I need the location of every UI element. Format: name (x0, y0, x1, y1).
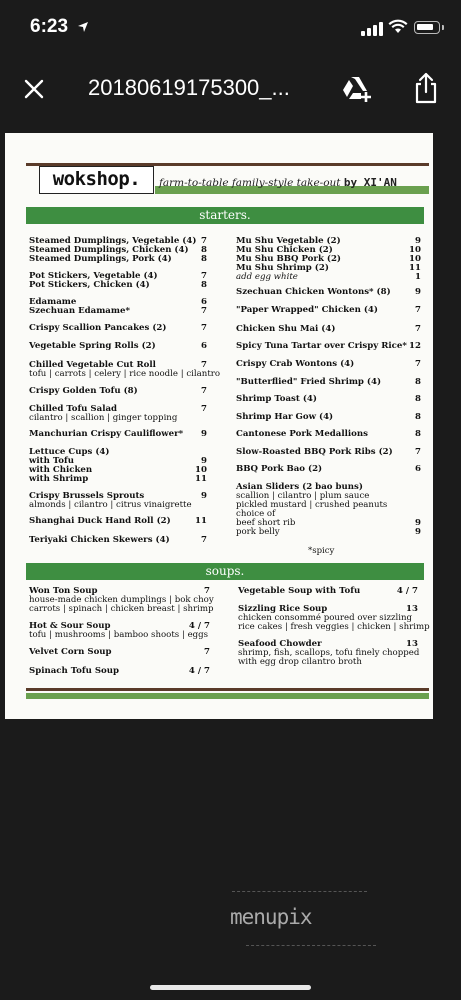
menu-item (29, 361, 220, 379)
section-starters-header: starters. (26, 207, 424, 224)
menu-item-price: 9 10 11 (195, 456, 207, 484)
menu-item (29, 587, 214, 614)
menu-item-price: 6 (201, 341, 207, 351)
section-soups-header: soups. (26, 563, 424, 580)
stripe-brown-bottom (26, 688, 429, 691)
menu-item (238, 586, 418, 596)
menu-item-price: 9 (415, 287, 421, 297)
menu-item-price: 8 (415, 394, 421, 404)
menu-item-description: tofu | mushrooms | bamboo shoots | eggs (29, 630, 209, 640)
menu-item-name: Lettuce Cups (4) with Tofu with Chicken with Shrimp (29, 447, 110, 484)
menu-item-name: Velvet Corn Soup (29, 647, 112, 657)
menu-item-name: Cantonese Pork Medallions (236, 429, 368, 439)
menu-item-name: Steamed Dumplings, Vegetable (4) Steamed Dumplings, Chicken (4) Steamed Dumplings, Pork (4) (29, 236, 197, 264)
menu-item-name: Crispy Golden Tofu (8) (29, 386, 138, 396)
menu-item-description: cilantro | scallion | ginger topping (29, 413, 178, 423)
menu-item-name: Shanghai Duck Hand Roll (2) (29, 516, 171, 526)
menu-item (236, 482, 421, 537)
viewer-toolbar (0, 56, 461, 122)
menu-item-description: house-made chicken dumplings | bok choy carrots | spinach | chicken breast | shrimp (29, 595, 214, 614)
menu-item-name: Spicy Tuna Tartar over Crispy Rice* (236, 341, 407, 351)
menu-item-price: 4 / 7 (188, 666, 210, 676)
menu-item (29, 516, 207, 526)
menu-item-price: 7 (415, 447, 421, 457)
menu-item-name: "Butterflied" Fried Shrimp (4) (236, 377, 382, 387)
menu-item-price: 7 (201, 323, 207, 333)
menu-item (238, 640, 419, 667)
menu-item (236, 236, 421, 282)
menu-item-description: add egg white (236, 272, 298, 282)
menu-item-name: Mu Shu Vegetable (2) Mu Shu Chicken (2) Mu Shu BBQ Pork (2) Mu Shu Shrimp (2) (236, 236, 342, 273)
close-icon[interactable] (22, 77, 46, 101)
menu-item-price: 9 (201, 491, 207, 501)
menu-item-name: Slow-Roasted BBQ Pork Ribs (2) (236, 447, 393, 457)
menu-item (29, 535, 207, 545)
menu-item-price: 4 / 7 (396, 586, 418, 596)
status-bar (0, 0, 461, 56)
menu-item-name: Vegetable Soup with Tofu (238, 586, 361, 596)
menu-item (29, 236, 207, 264)
menu-item-price: 9 (201, 429, 207, 439)
watermark-dash (232, 891, 367, 892)
menu-item-description: almonds | cilantro | citrus vinaigrette (29, 500, 192, 510)
menu-item-price: 4 / 7 (188, 621, 210, 631)
menu-item-price: 7 (201, 386, 207, 396)
menu-item-name: Asian Sliders (2 bao buns) (236, 482, 363, 492)
menu-item-name: Manchurian Crispy Cauliflower* (29, 429, 184, 439)
menu-item-price: 7 (201, 360, 207, 370)
menu-item-price: 7 (415, 359, 421, 369)
menu-item-price: 9 9 (415, 518, 421, 537)
menu-item-name: Spinach Tofu Soup (29, 666, 120, 676)
drive-add-icon[interactable] (342, 75, 372, 103)
menu-item-price: 7 (204, 586, 210, 596)
wifi-icon (388, 18, 408, 36)
menu-item-name: Hot & Sour Soup (29, 621, 111, 631)
cellular-signal-icon (361, 22, 383, 36)
menu-item (236, 464, 421, 474)
menu-item-description: scallion | cilantro | plum sauce pickled mustard | crushed peanuts choice of beef short rib pork belly (236, 491, 388, 537)
menu-item-price: 7 8 (201, 271, 207, 290)
file-name: 20180619175300_... (88, 75, 290, 100)
menu-item (236, 324, 421, 334)
menu-item (236, 394, 421, 404)
menu-item-name: Chicken Shu Mai (4) (236, 324, 336, 334)
menu-item-name: Edamame Szechuan Edamame* (29, 297, 130, 316)
menu-item-price: 7 (201, 404, 207, 414)
menu-item (236, 287, 421, 297)
spicy-note: *spicy (308, 546, 335, 556)
menu-item-price: 11 (195, 516, 207, 526)
menu-item-price: 12 (409, 341, 421, 351)
location-arrow-icon (77, 20, 89, 36)
menu-item (29, 297, 207, 316)
menu-item-name: Pot Stickers, Vegetable (4) Pot Stickers, Chicken (4) (29, 271, 158, 290)
menu-item-name: Seafood Chowder (238, 639, 322, 649)
menu-item-price: 8 (415, 412, 421, 422)
menu-document (5, 133, 433, 719)
menu-item (29, 666, 210, 676)
stripe-green-bottom (26, 693, 429, 699)
menu-item-price: 8 (415, 429, 421, 439)
menu-item (236, 305, 421, 315)
menu-item (236, 341, 421, 351)
logo: wokshop. (39, 166, 154, 194)
menu-item-price: 7 (204, 647, 210, 657)
menu-item-price: 9 10 10 11 1 (409, 236, 421, 282)
menu-item (29, 647, 210, 657)
menu-item (238, 605, 430, 632)
menu-item-price: 7 (201, 535, 207, 545)
menu-item-price: 8 (415, 377, 421, 387)
menu-item-name: Szechuan Chicken Wontons* (8) (236, 287, 391, 297)
menu-item (29, 341, 207, 351)
menu-item (29, 622, 208, 640)
menu-item-name: Crispy Brussels Sprouts (29, 491, 145, 501)
menu-item (236, 429, 421, 439)
menu-item (29, 491, 207, 510)
menu-item-description: chicken consommé poured over sizzling rice cakes | fresh veggies | chicken | shrimp (238, 613, 430, 632)
battery-icon (414, 21, 440, 34)
menu-item (236, 377, 421, 387)
menu-item (236, 359, 421, 369)
menu-item-name: Sizzling Rice Soup (238, 604, 328, 614)
menu-item (29, 271, 207, 290)
tagline-by: by XI'AN (343, 176, 397, 189)
menu-item (29, 386, 207, 396)
watermark: menupix (230, 905, 312, 929)
menu-item-price: 13 (406, 604, 418, 614)
menu-item (29, 404, 207, 423)
share-icon[interactable] (412, 72, 440, 104)
menu-item-name: Shrimp Toast (4) (236, 394, 317, 404)
menu-item-price: 6 (415, 464, 421, 474)
menu-item (236, 412, 421, 422)
menu-item-name: Chilled Tofu Salad (29, 404, 118, 414)
menu-item (236, 447, 421, 457)
menu-item-description: shrimp, fish, scallops, tofu finely chopped with egg drop cilantro broth (238, 648, 420, 667)
menu-item-name: Vegetable Spring Rolls (2) (29, 341, 156, 351)
menu-item (29, 323, 207, 333)
menu-item-description: tofu | carrots | celery | rice noodle | cilantro (29, 369, 221, 379)
menu-item-name: Crispy Crab Wontons (4) (236, 359, 355, 369)
menu-item-price: 13 (406, 639, 418, 649)
watermark-dash (246, 945, 376, 946)
menu-item (29, 429, 207, 439)
tagline (159, 176, 397, 189)
menu-item-name: Chilled Vegetable Cut Roll (29, 360, 156, 370)
menu-item-price: 6 7 (201, 297, 207, 316)
tagline-text: farm-to-table family-style take-out (159, 177, 341, 189)
menu-item-name: Teriyaki Chicken Skewers (4) (29, 535, 170, 545)
menu-item-price: 7 (415, 324, 421, 334)
menu-item-name: Crispy Scallion Pancakes (2) (29, 323, 167, 333)
menu-item-name: BBQ Pork Bao (2) (236, 464, 323, 474)
menu-item (29, 447, 207, 484)
menu-item-name: Won Ton Soup (29, 586, 98, 596)
home-indicator[interactable] (150, 985, 311, 990)
menu-item-name: "Paper Wrapped" Chicken (4) (236, 305, 378, 315)
menu-item-name: Shrimp Har Gow (4) (236, 412, 334, 422)
menu-item-price: 7 (415, 305, 421, 315)
status-time: 6:23 (30, 16, 69, 37)
menu-item-price: 7 8 8 (201, 236, 207, 264)
